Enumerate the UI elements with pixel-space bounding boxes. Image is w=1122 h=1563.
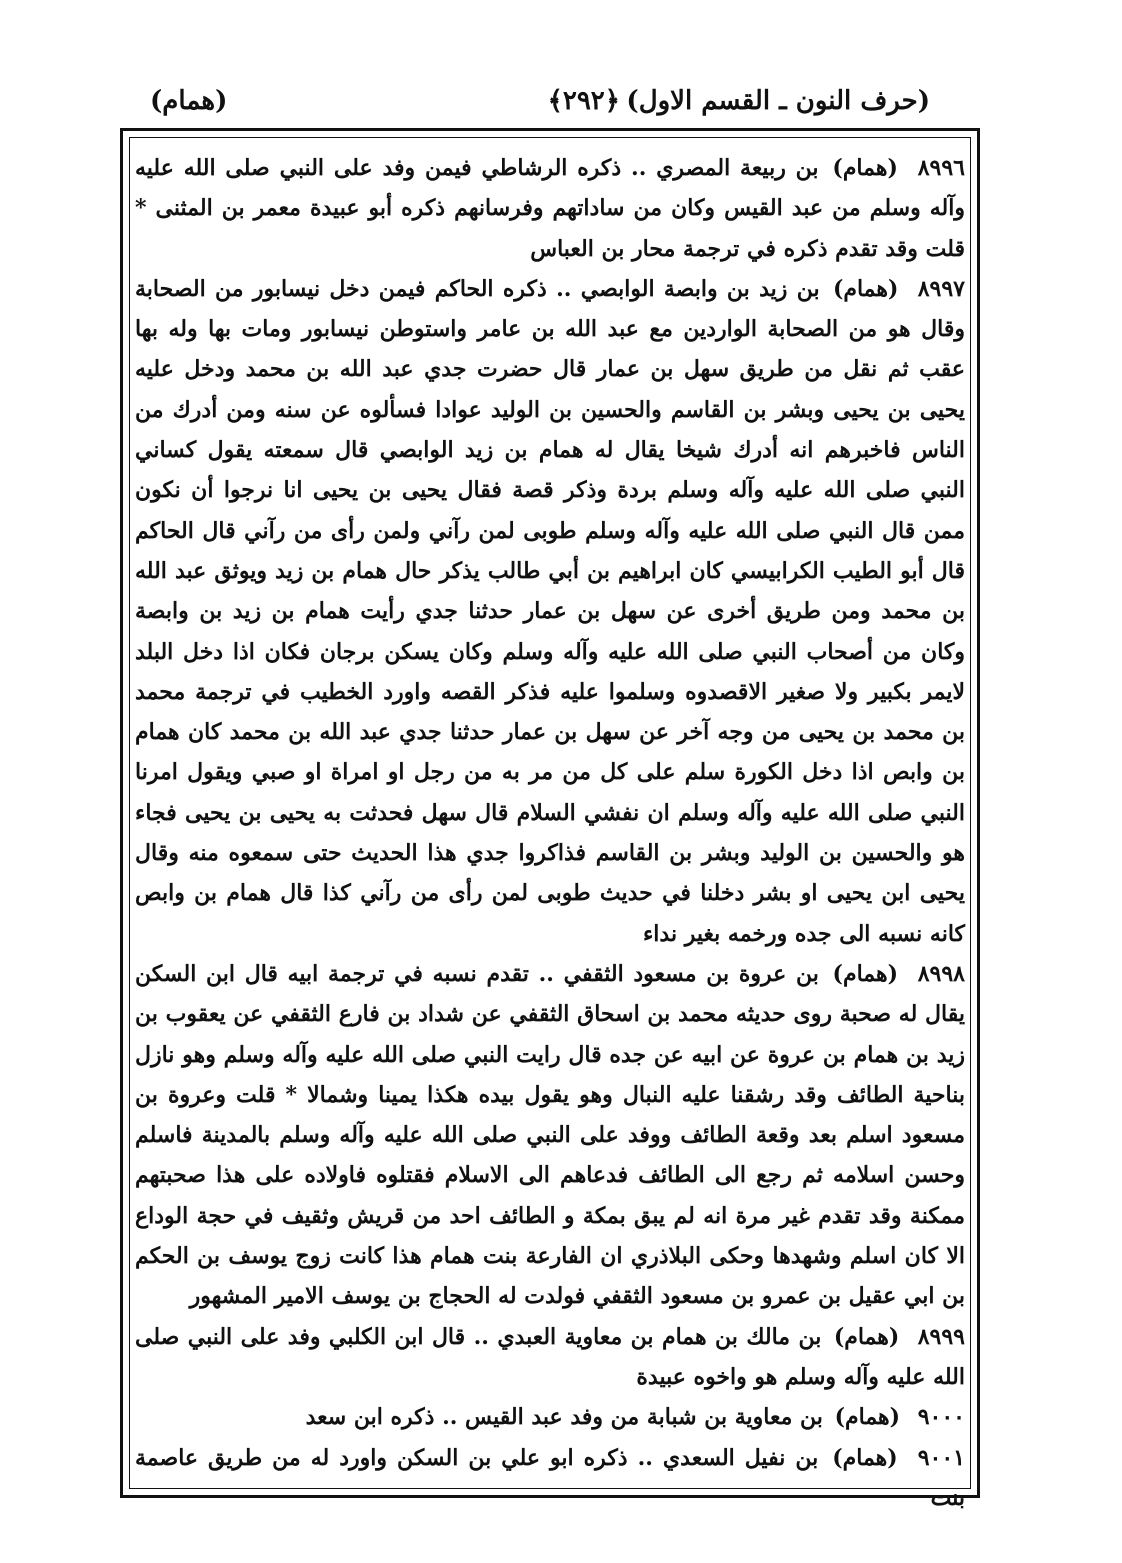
entry-number: ٨٩٩٦	[917, 155, 965, 181]
entry-number: ٩٠٠١	[917, 1444, 965, 1471]
entry-8997	[135, 269, 965, 954]
entry-number: ٩٠٠٠	[917, 1404, 965, 1431]
entry-text: بن ربيعة المصري .. ذكره الرشاطي فيمن وفد على النبي صلى الله عليه وآله وسلم من عبد القيس وكان من ساداتهم وفرسانهم ذكره أبو عبيدة معمر بن المثنى * قلت وقد تقدم ذكره في ترجمة محار بن العباس	[135, 155, 965, 262]
entry-name: (همام)	[832, 275, 899, 302]
entry-name: (همام)	[833, 1323, 900, 1350]
entry-text: بن عروة بن مسعود الثقفي .. تقدم نسبه في ترجمة ابيه قال ابن السكن يقال له صحبة روى حديثه محمد بن اسحاق الثقفي عن شداد بن فارع الثقفي عن يعقوب بن زيد بن همام بن عروة عن ابيه عن جده قال رايت النبي صلى الله عليه وآله وسلم وهو نازل بناحية الطائف وقد رشقنا عليه النبال وهو يقول بيده هكذا يمينا وشمالا * قلت وعروة بن مسعود اسلم بعد وقعة الطائف ووفد على النبي صلى الله عليه وآله وسلم بالمدينة فاسلم وحسن اسلامه ثم رجع الى الطائف فدعاهم الى الاسلام فقتلوه فاولاده على هذا صحبتهم ممكنة وقد تقدم غير مرة انه لم يبق بمكة و الطائف احد من قريش وثقيف في حجة الوداع الا كان اسلم وشهدها وحكى البلاذري ان الفارعة بنت همام هذا كانت زوج يوسف بن الحكم بن ابي عقيل بن عمرو بن مسعود الثقفي فولدت له الحجاج بن يوسف الامير المشهور	[135, 960, 965, 1310]
entry-9001	[135, 1438, 965, 1519]
entry-name: (همام)	[832, 1444, 898, 1471]
page-keyword: (همام)	[150, 86, 228, 116]
entry-9000	[135, 1397, 965, 1437]
entry-8999	[135, 1317, 965, 1398]
entry-name: (همام)	[832, 960, 899, 987]
entry-text: بن نفيل السعدي .. ذكره ابو علي بن السكن واورد له من طريق عاصمة بنت	[135, 1444, 965, 1511]
entry-number: ٨٩٩٨	[917, 960, 965, 987]
entry-number: ٨٩٩٩	[917, 1323, 965, 1350]
entry-8998	[135, 954, 965, 1317]
entry-name: (همام)	[832, 155, 898, 181]
entry-text: بن معاوية بن شبابة من وفد عبد القيس .. ذكره ابن سعد	[305, 1404, 823, 1431]
page-body	[135, 148, 965, 1518]
chapter-title: (حرف النون ـ القسم الاول)	[626, 86, 930, 116]
page-number: ﴿٢٩٢﴾	[547, 86, 620, 116]
entry-text: بن زيد بن وابصة الوابصي .. ذكره الحاكم فيمن دخل نيسابور من الصحابة وقال هو من الصحابة الواردين مع عبد الله بن عامر واستوطن نيسابور ومات بها وله بها عقب ثم نقل من طريق سهل بن عمار قال حضرت جدي عبد الله بن محمد ودخل عليه يحيى بن يحيى وبشر بن القاسم والحسين بن الوليد عوادا فسألوه عن سنه ومن أدرك من الناس فاخبرهم انه أدرك شيخا يقال له همام بن زيد الوابصي قال سمعته يقول كساني النبي صلى الله عليه وآله وسلم بردة وذكر قصة فقال يحيى بن يحيى انا نرجوا أن نكون ممن قال النبي صلى الله عليه وآله وسلم طوبى لمن رآني ولمن رأى من رآني قال الحاكم قال أبو الطيب الكرابيسي كان ابراهيم بن أبي طالب يذكر حال همام بن زيد ويوثق عبد الله بن محمد ومن طريق أخرى عن سهل بن عمار حدثنا جدي رأيت همام بن زيد بن وابصة وكان من أصحاب النبي صلى الله عليه وآله وسلم وكان يسكن برجان فكان اذا دخل البلد لايمر بكبير ولا صغير الاقصدوه وسلموا عليه فذكر القصه واورد الخطيب في ترجمة محمد بن محمد بن يحيى من وجه آخر عن سهل بن عمار حدثنا جدي عبد الله بن محمد كان همام بن وابص اذا دخل الكورة سلم على كل من مر به من رجل او امراة او صبي ويقول امرنا النبي صلى الله عليه وآله وسلم ان نفشي السلام قال سهل فحدثت به يحيى بن يحيى فجاء هو والحسين بن الوليد وبشر بن القاسم فذاكروا جدي هذا الحديث حتى سمعوه منه وقال يحيى ابن يحيى او بشر دخلنا في حديث طوبى لمن رأى من رآني كذا قال همام بن وابص كانه نسبه الى جده ورخمه بغير نداء	[135, 275, 965, 947]
entry-text: بن مالك بن همام بن معاوية العبدي .. قال ابن الكلبي وفد على النبي صلى الله عليه وآله وسلم هو واخوه عبيدة	[135, 1323, 965, 1390]
entry-8996	[135, 148, 965, 269]
entry-number: ٨٩٩٧	[917, 275, 965, 302]
entry-name: (همام)	[834, 1404, 901, 1431]
page-header	[150, 86, 930, 130]
